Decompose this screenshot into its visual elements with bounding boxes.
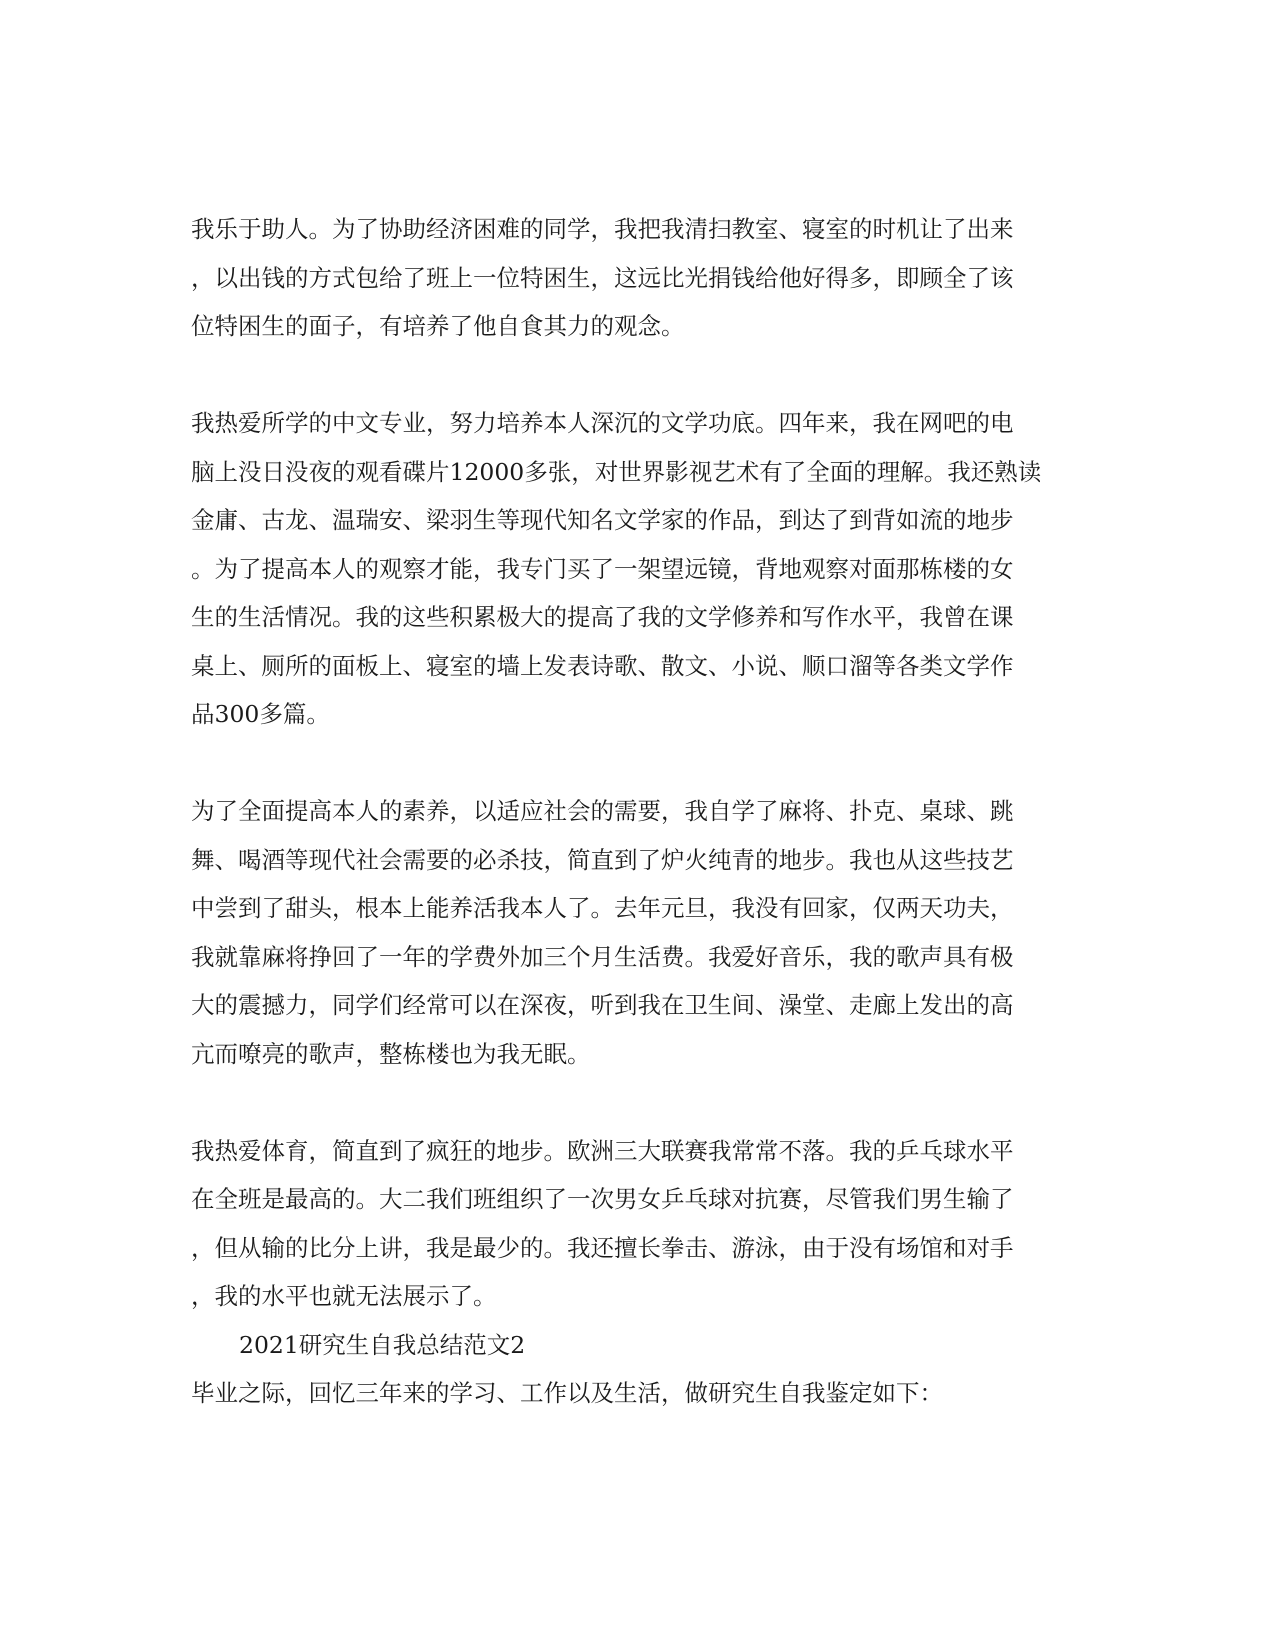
- paragraph-sports: 我热爱体育，简直到了疯狂的地步。欧洲三大联赛我常常不落。我的乒乓球水平 在全班是最高的。大二我们班组织了一次男女乒乓球对抗赛，尽管我们男生输了 ，但从输的比分上讲，我是最少的。我还擅长拳击、游泳，由于没有场馆和对手 ，我的水平也就无法展示了。: [191, 1136, 1014, 1310]
- paragraph-skills: 为了全面提高本人的素养，以适应社会的需要，我自学了麻将、扑克、桌球、跳 舞、喝酒等现代社会需要的必杀技，简直到了炉火纯青的地步。我也从这些技艺 中尝到了甜头，根本上能养活我本人了。去年元旦，我没有回家，仅两天功夫， 我就靠麻将挣回了一年的学费外加三个月生活费。我爱好音乐，我的歌声具有极 大的震撼力，同学们经常可以在深夜，听到我在卫生间、澡堂、走廊上发出的高 亢而嘹亮的歌声，整栋楼也为我无眠。: [191, 797, 1014, 1068]
- section-heading: 2021研究生自我总结范文2: [239, 1330, 526, 1359]
- paragraph-helping-others: 我乐于助人。为了协助经济困难的同学，我把我清扫教室、寝室的时机让了出来 ，以出钱的方式包给了班上一位特困生，这远比光捐钱给他好得多，即顾全了该 位特困生的面子，有培养了他自食其力的观念。: [191, 215, 1014, 340]
- paragraph-literature: 我热爱所学的中文专业，努力培养本人深沉的文学功底。四年来，我在网吧的电 脑上没日没夜的观看碟片12000多张，对世界影视艺术有了全面的理解。我还熟读 金庸、古龙、温瑞安、梁羽生等现代知名文学家的作品，到达了到背如流的地步 。为了提高本人的观察才能，我专门买了一架望远镜，背地观察对面那栋楼的女 生的生活情况。我的这些积累极大的提高了我的文学修养和写作水平，我曾在课 桌上、厕所的面板上、寝室的墙上发表诗歌、散文、小说、顺口溜等各类文学作 品300多篇。: [191, 409, 1042, 728]
- document-body: [191, 205, 1071, 1418]
- section-intro: 毕业之际，回忆三年来的学习、工作以及生活，做研究生自我鉴定如下：: [191, 1379, 943, 1407]
